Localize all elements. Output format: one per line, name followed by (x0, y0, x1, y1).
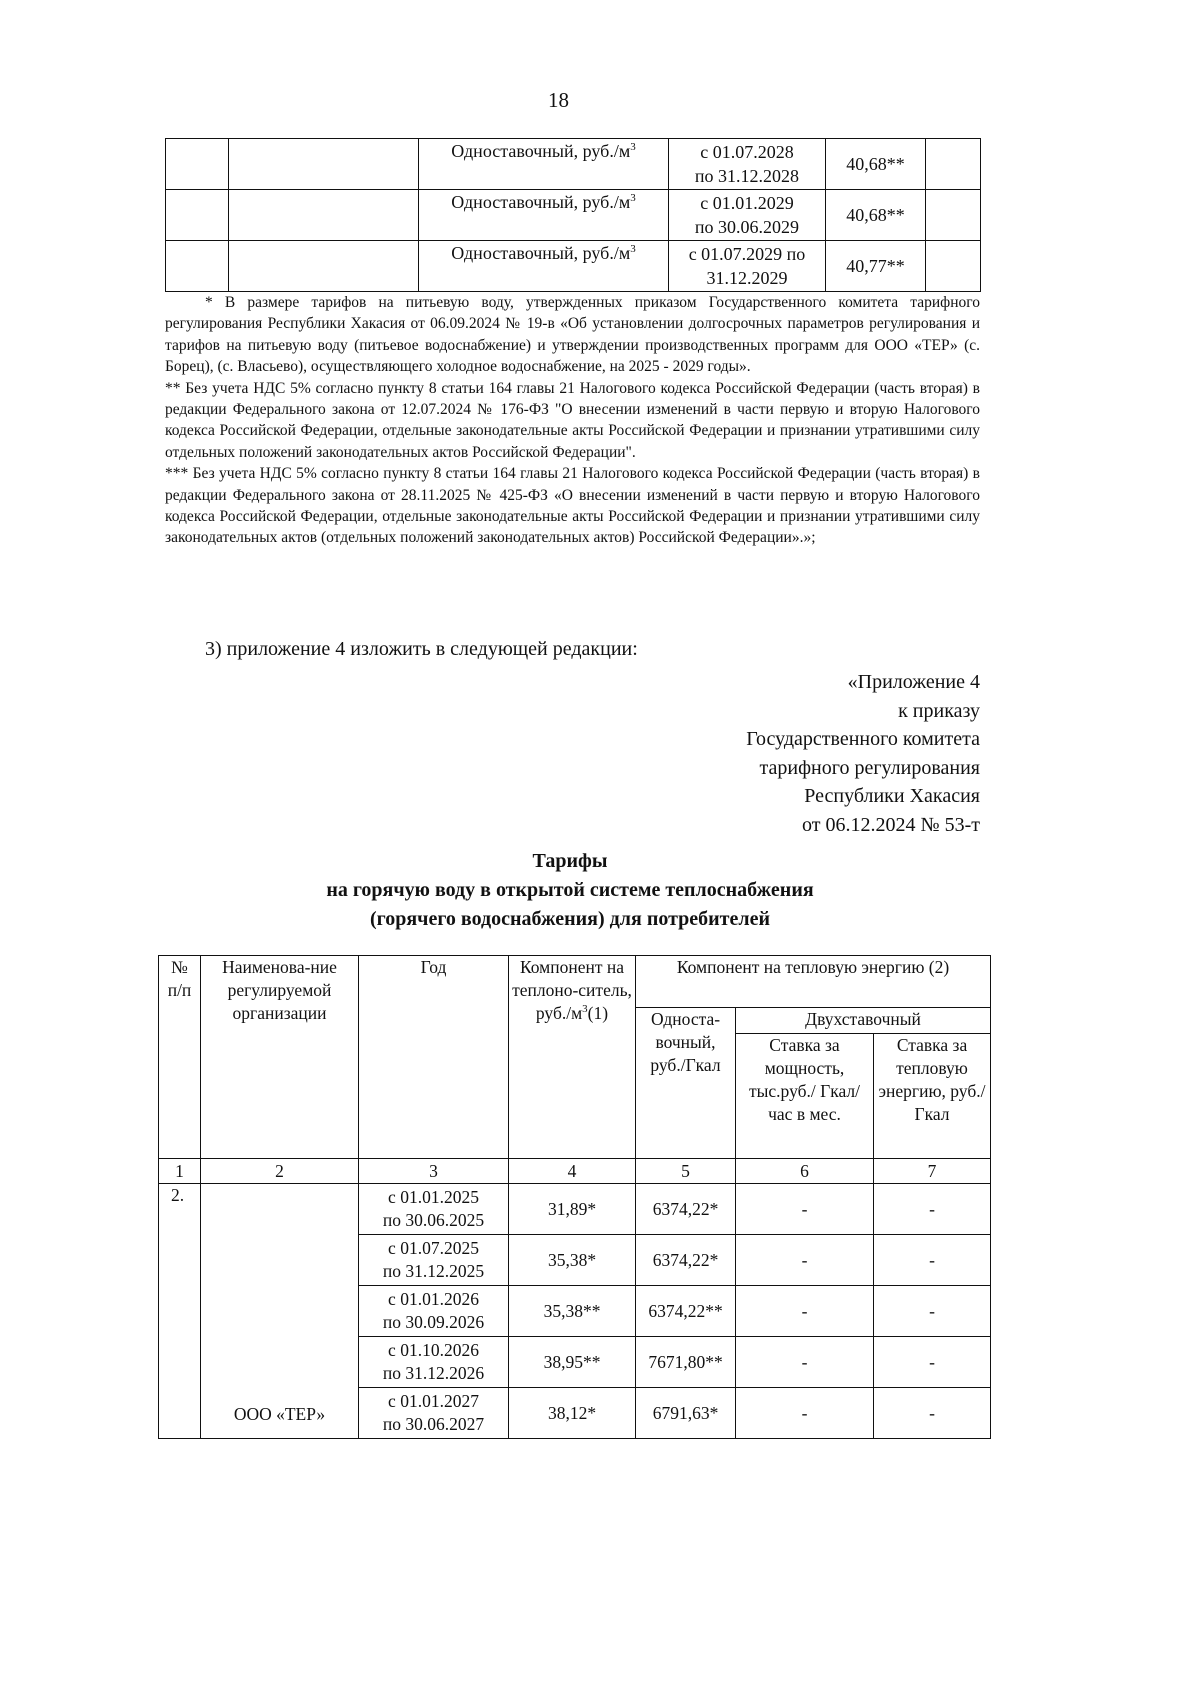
column-number: 5 (636, 1159, 736, 1184)
column-number: 2 (201, 1159, 359, 1184)
table-row (166, 241, 981, 292)
tariff-value: 40,77** (826, 241, 926, 292)
hot-water-tariff-table (158, 955, 991, 1439)
title-line: на горячую воду в открытой системе теплоснабжения (326, 879, 814, 901)
capacity-value: - (736, 1337, 874, 1388)
period: с 01.01.2027 по 30.06.2027 (359, 1388, 509, 1439)
header-capacity: Ставка за мощность, тыс.руб./ Гкал/час в мес. (736, 1034, 874, 1159)
title-line: Тарифы (532, 850, 608, 872)
appendix-line: от 06.12.2024 № 53-т (802, 813, 980, 836)
column-number: 6 (736, 1159, 874, 1184)
header-num: № п/п (159, 956, 201, 1159)
organization-name: ООО «ТЕР» (201, 1184, 359, 1439)
header-single: Односта-вочный, руб./Гкал (636, 1008, 736, 1159)
empty-cell (229, 139, 419, 190)
footnotes (165, 292, 980, 549)
empty-cell (166, 241, 229, 292)
item-3-text: 3) приложение 4 изложить в следующей редакции: (205, 638, 638, 660)
footnote-3: *** Без учета НДС 5% согласно пункту 8 статьи 164 главы 21 Налогового кодекса Российской Федерации (часть вторая) в редакции Федерального закона от 28.11.2025 № 425-ФЗ «О внесении изменений в части первую и вторую Налогового кодекса Российской Федерации, отдельные законодательные акты Российской Федерации и признании утратившими силу законодательных актов (отдельных положений законодательных актов) Российской Федерации».»; (165, 465, 980, 547)
empty-cell (166, 190, 229, 241)
period: с 01.01.2025 по 30.06.2025 (359, 1184, 509, 1235)
energy-value: - (874, 1184, 991, 1235)
single-value: 6374,22* (636, 1235, 736, 1286)
table-title (200, 847, 940, 934)
tariff-value: 40,68** (826, 190, 926, 241)
carrier-value: 38,95** (509, 1337, 636, 1388)
page-number: 18 (548, 88, 569, 112)
header-two: Двухставочный (736, 1008, 991, 1034)
column-number: 4 (509, 1159, 636, 1184)
title-line: (горячего водоснабжения) для потребителей (369, 908, 770, 930)
single-value: 7671,80** (636, 1337, 736, 1388)
period: с 01.01.2029 по 30.06.2029 (669, 190, 826, 241)
single-value: 6374,22* (636, 1184, 736, 1235)
empty-cell (229, 241, 419, 292)
period: с 01.07.2025 по 31.12.2025 (359, 1235, 509, 1286)
appendix-line: Республики Хакасия (804, 785, 980, 807)
carrier-value: 38,12* (509, 1388, 636, 1439)
tariff-type: Одноставочный, $руб./м^3$ (419, 241, 669, 292)
appendix-line: к приказу (898, 699, 980, 722)
energy-value: - (874, 1235, 991, 1286)
column-number: 1 (159, 1159, 201, 1184)
period: с 01.07.2028 по 31.12.2028 (669, 139, 826, 190)
period: с 01.07.2029 по 31.12.2029 (669, 241, 826, 292)
capacity-value: - (736, 1235, 874, 1286)
tariff-value: 40,68** (826, 139, 926, 190)
header-year: Год (359, 956, 509, 1159)
header-energy: Ставка за тепловую энергию, руб./Гкал (874, 1034, 991, 1159)
tariff-type: Одноставочный, $руб./м^3$ (419, 139, 669, 190)
energy-value: - (874, 1388, 991, 1439)
header-carrier: Компонент на теплоно-ситель, $руб./м^3(1)$ (509, 956, 636, 1159)
header-org: Наименова-ние регулируемой организации (201, 956, 359, 1159)
footnote-2: ** Без учета НДС 5% согласно пункту 8 статьи 164 главы 21 Налогового кодекса Российской Федерации (часть вторая) в редакции Федерального закона от 12.07.2024 № 176-ФЗ "О внесении изменений в части первую и вторую Налогового кодекса Российской Федерации, отдельные законодательные акты Российской Федерации и признании утратившими силу отдельных положений законодательных актов Российской Федерации". (165, 379, 980, 461)
row-number: 2. (159, 1184, 201, 1439)
empty-cell (926, 139, 981, 190)
column-number: 3 (359, 1159, 509, 1184)
tariff-type: Одноставочный, $руб./м^3$ (419, 190, 669, 241)
appendix-line: «Приложение 4 (847, 671, 980, 693)
single-value: 6374,22** (636, 1286, 736, 1337)
single-value: 6791,63* (636, 1388, 736, 1439)
carrier-value: 35,38* (509, 1235, 636, 1286)
energy-value: - (874, 1286, 991, 1337)
period: с 01.10.2026 по 31.12.2026 (359, 1337, 509, 1388)
carrier-value: 31,89* (509, 1184, 636, 1235)
appendix-line: тарифного регулирования (759, 756, 980, 779)
appendix-reference (746, 668, 980, 839)
appendix-line: Государственного комитета (746, 728, 980, 750)
energy-value: - (874, 1337, 991, 1388)
table-row (159, 1184, 991, 1235)
capacity-value: - (736, 1388, 874, 1439)
table-row (166, 190, 981, 241)
table-row (166, 139, 981, 190)
period: с 01.01.2026 по 30.09.2026 (359, 1286, 509, 1337)
capacity-value: - (736, 1184, 874, 1235)
header-heat: Компонент на тепловую энергию (2) (636, 956, 991, 1008)
footnote-1: * В размере тарифов на питьевую воду, утвержденных приказом Государственного комитета тарифного регулирования Республики Хакасия от 06.09.2024 № 19-в «Об установлении долгосрочных параметров регулирования и тарифов на питьевую воду (питьевое водоснабжение) и утверждении производственных программ для ООО «ТЕР» (с. Борец), (с. Власьево), осуществляющего холодное водоснабжение, на 2025 - 2029 годы». (165, 294, 980, 376)
empty-cell (229, 190, 419, 241)
continued-tariff-table (165, 138, 981, 292)
carrier-value: 35,38** (509, 1286, 636, 1337)
empty-cell (926, 190, 981, 241)
empty-cell (166, 139, 229, 190)
column-number: 7 (874, 1159, 991, 1184)
capacity-value: - (736, 1286, 874, 1337)
empty-cell (926, 241, 981, 292)
